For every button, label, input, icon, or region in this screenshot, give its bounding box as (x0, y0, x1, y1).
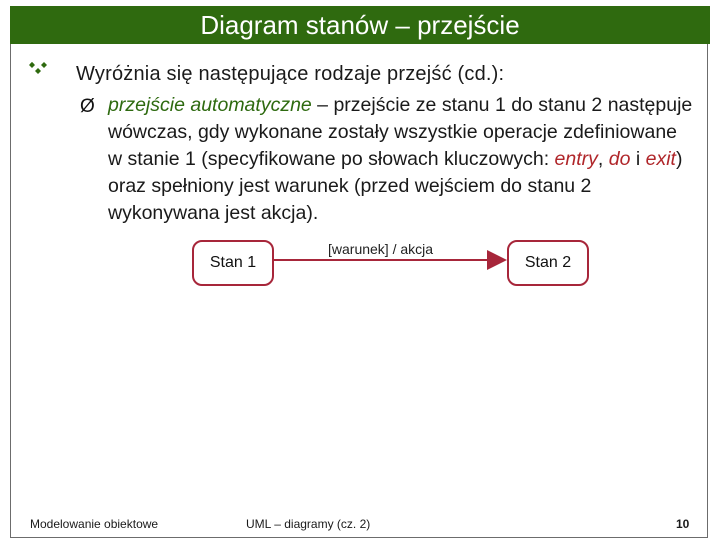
state-2-label: Stan 2 (524, 254, 572, 271)
state-1-label: Stan 1 (209, 254, 257, 271)
paragraph-text-b: ) oraz spełniony jest warunek (przed wejściem do stanu 2 wykonywana jest akcja). (108, 148, 683, 224)
state-1-box (192, 240, 274, 286)
footer-course: Modelowanie obiektowe (30, 517, 159, 531)
paragraph-text-a: – przejście ze stanu 1 do stanu 2 następuje wówczas, gdy wykonane zostały wszystkie operacje zdefiniowane w stanie 1 (specyfikowane po słowach kluczowych: (108, 94, 693, 170)
separator-1: , (597, 148, 609, 170)
arrow-bullet-icon: Ø (80, 96, 95, 117)
separator-2: i (630, 148, 646, 170)
keyword-entry: entry (554, 148, 598, 170)
slide-title: Diagram stanów – przejście (200, 9, 520, 40)
term-automatic-transition: przejście automatyczne (108, 94, 312, 116)
page-number: 10 (676, 517, 690, 531)
keyword-exit: exit (645, 148, 676, 170)
state-2-box (507, 240, 589, 286)
bullet-text: Wyróżnia się następujące rodzaje przejść (cd.): (76, 63, 505, 85)
transition-label: [warunek] / akcja (328, 241, 434, 257)
keyword-do: do (608, 148, 631, 170)
footer-topic: UML – diagramy (cz. 2) (246, 517, 371, 531)
